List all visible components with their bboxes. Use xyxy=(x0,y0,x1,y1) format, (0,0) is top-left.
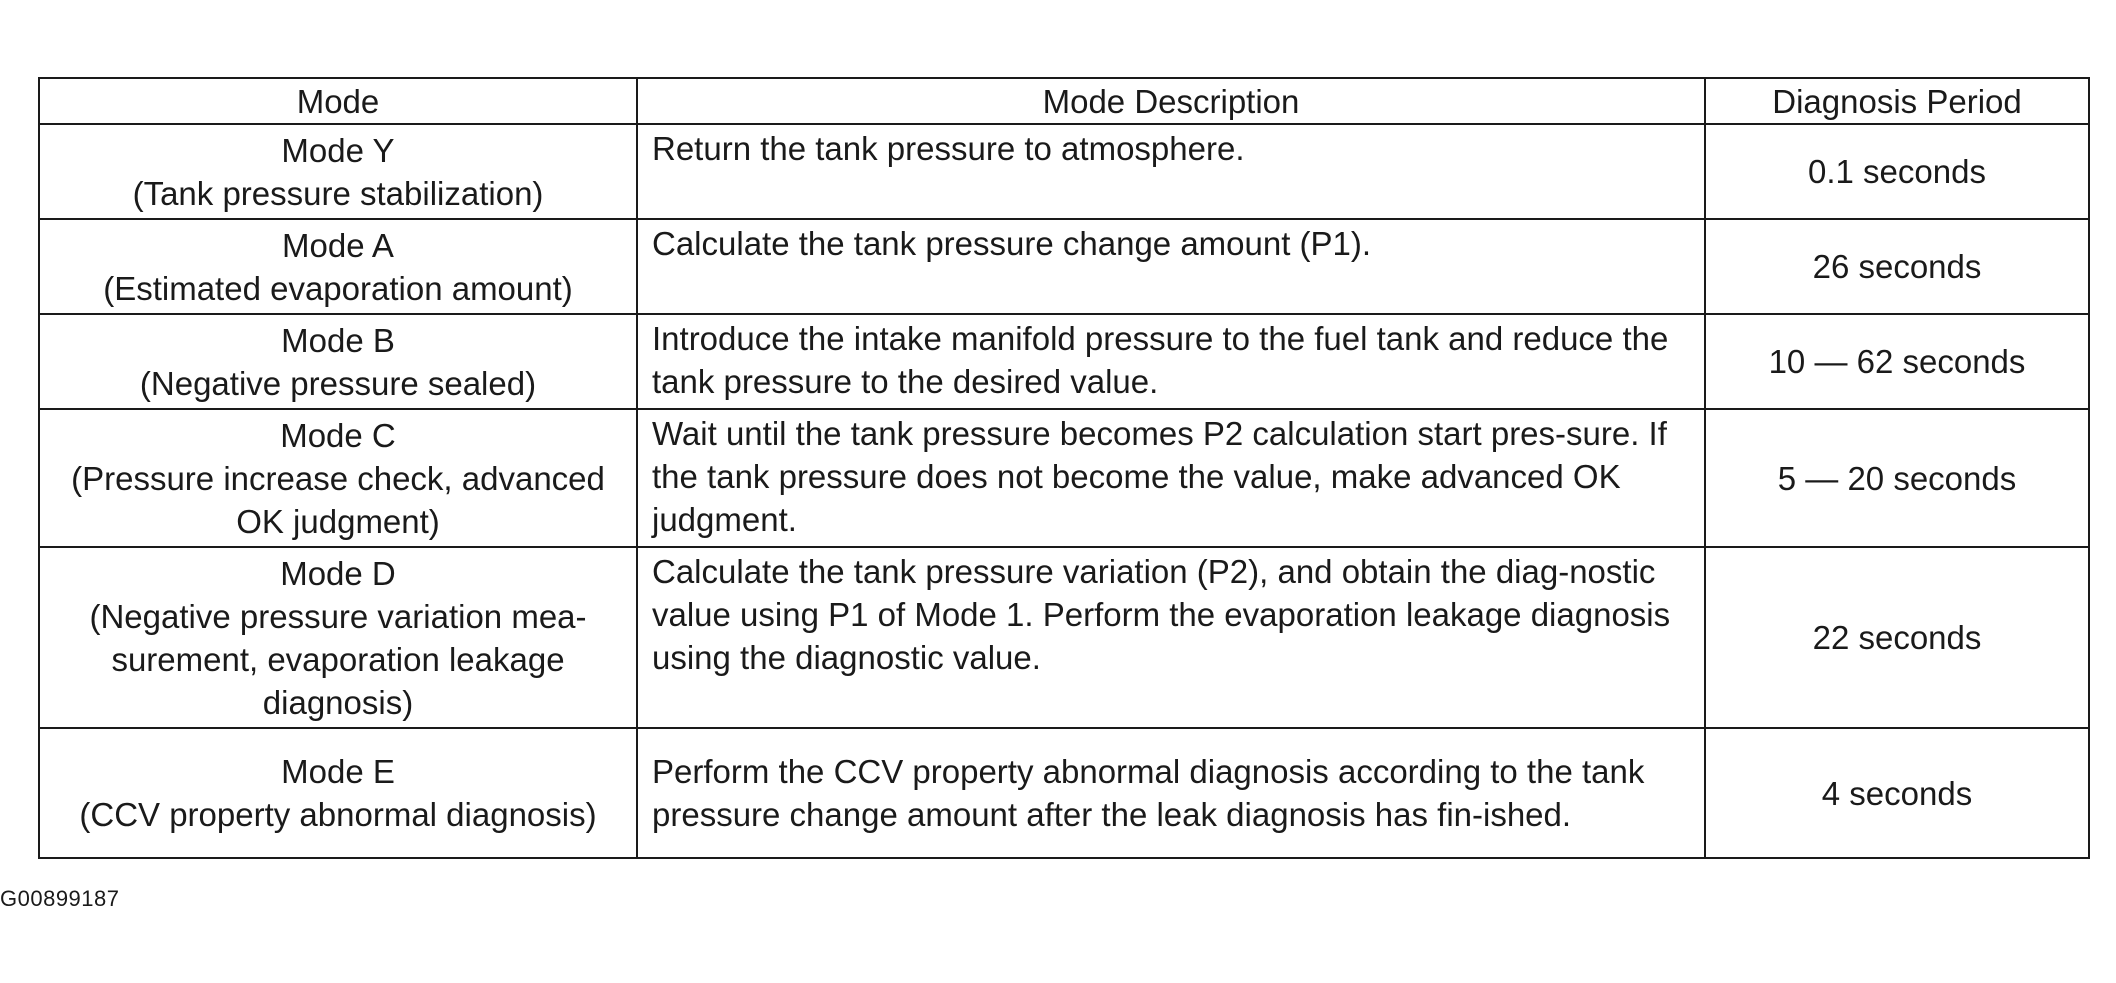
diagnosis-period-cell: 10 — 62 seconds xyxy=(1705,314,2089,409)
mode-name: Mode A xyxy=(282,226,394,264)
diagnosis-period-cell: 26 seconds xyxy=(1705,219,2089,314)
mode-description-cell: Calculate the tank pressure variation (P2), and obtain the diag-nostic value using P1 of Mode 1. Perform the evaporation leakage diagnosis using the diagnostic value. xyxy=(637,547,1705,728)
mode-description-cell: Introduce the intake manifold pressure to the fuel tank and reduce the tank pressure to the desired value. xyxy=(637,314,1705,409)
table-row xyxy=(39,314,2089,409)
mode-cell xyxy=(39,547,637,728)
mode-cell xyxy=(39,219,637,314)
header-mode-description: Mode Description xyxy=(637,78,1705,124)
table-row xyxy=(39,219,2089,314)
mode-description-cell: Return the tank pressure to atmosphere. xyxy=(637,124,1705,219)
table-row xyxy=(39,124,2089,219)
mode-detail: (Estimated evaporation amount) xyxy=(103,269,573,307)
diagnosis-period-cell: 0.1 seconds xyxy=(1705,124,2089,219)
table-row xyxy=(39,728,2089,858)
mode-description-cell: Wait until the tank pressure becomes P2 calculation start pres-sure. If the tank pressure does not become the value, make advanced OK judgment. xyxy=(637,409,1705,547)
mode-description-cell: Perform the CCV property abnormal diagnosis according to the tank pressure change amount after the leak diagnosis has fin-ished. xyxy=(637,728,1705,858)
mode-cell xyxy=(39,728,637,858)
mode-name: Mode Y xyxy=(281,131,395,169)
mode-cell xyxy=(39,124,637,219)
header-mode: Mode xyxy=(39,78,637,124)
mode-cell xyxy=(39,314,637,409)
table-row xyxy=(39,547,2089,728)
figure-id: G00899187 xyxy=(0,886,120,911)
table-body xyxy=(39,124,2089,858)
table-row xyxy=(39,409,2089,547)
mode-name: Mode E xyxy=(281,753,395,790)
diagnosis-mode-table xyxy=(38,77,2090,859)
mode-detail: (Negative pressure sealed) xyxy=(139,364,537,402)
diagnosis-period-cell: 4 seconds xyxy=(1705,728,2089,858)
mode-name: Mode B xyxy=(281,321,395,359)
mode-name: Mode D xyxy=(280,554,396,592)
mode-detail: (Pressure increase check, advanced OK judgment) xyxy=(71,459,605,540)
mode-detail: (CCV property abnormal diagnosis) xyxy=(79,796,597,833)
header-row xyxy=(39,78,2089,124)
mode-name: Mode C xyxy=(280,416,396,454)
header-diagnosis-period: Diagnosis Period xyxy=(1705,78,2089,124)
diagnosis-period-cell: 5 — 20 seconds xyxy=(1705,409,2089,547)
diagnosis-period-cell: 22 seconds xyxy=(1705,547,2089,728)
mode-cell xyxy=(39,409,637,547)
table-header xyxy=(39,78,2089,124)
mode-detail: (Tank pressure stabilization) xyxy=(132,174,544,212)
mode-description-cell: Calculate the tank pressure change amount (P1). xyxy=(637,219,1705,314)
mode-detail: (Negative pressure variation mea-surement, evaporation leakage diagnosis) xyxy=(89,597,587,721)
